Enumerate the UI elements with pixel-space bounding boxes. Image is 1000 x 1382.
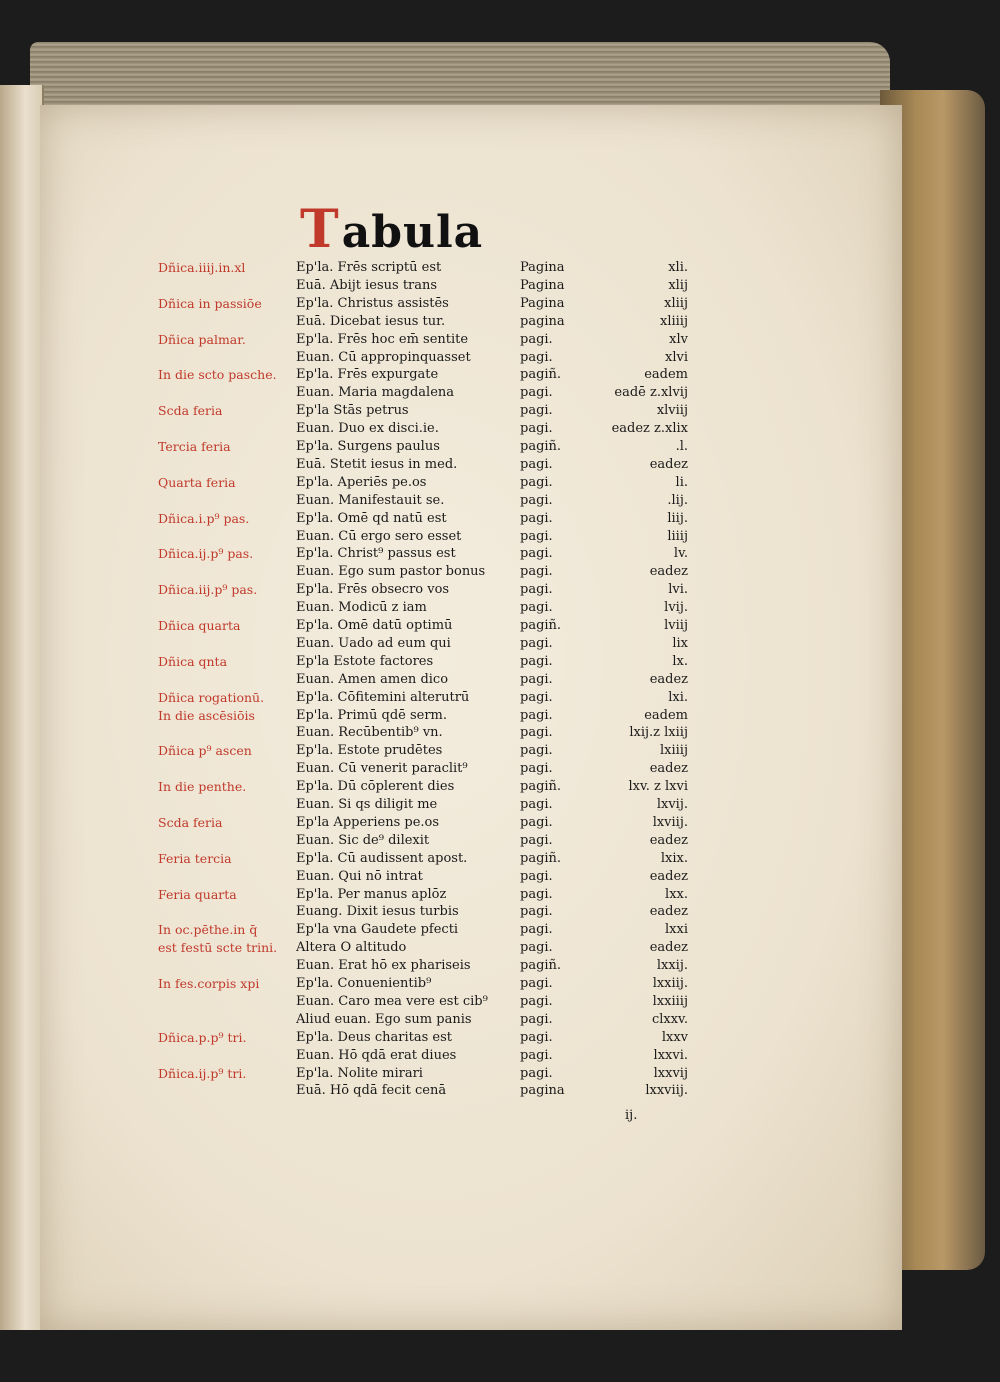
row-reading: Euan. Hō qdā erat diues xyxy=(296,1047,457,1063)
row-reading: Ep'la. Omē qd natū est xyxy=(296,510,447,526)
row-page-word: pagiñ. xyxy=(520,439,562,454)
row-page-number: lxij.z lxiij xyxy=(629,725,688,741)
row-page-number: lxi. xyxy=(668,689,688,705)
row-page-word: pagi. xyxy=(520,403,553,419)
row-reading: Euang. Dixit iesus turbis xyxy=(296,904,459,920)
row-page-number: xlij xyxy=(668,277,688,293)
row-page-word: pagi. xyxy=(520,1065,553,1081)
catchword: ij. xyxy=(625,1108,638,1123)
table-row xyxy=(158,635,688,653)
table-row xyxy=(158,653,688,671)
row-reading: Euan. Qui nō intrat xyxy=(296,868,423,884)
row-page-number: .lij. xyxy=(667,492,688,508)
row-label: In die penthe. xyxy=(158,779,247,795)
row-label: Dñica.p.p⁹ tri. xyxy=(158,1029,247,1045)
row-label: Feria tercia xyxy=(158,850,232,866)
row-page-word: pagi. xyxy=(520,868,553,884)
left-page-edge xyxy=(0,85,44,1330)
table-row xyxy=(158,1082,688,1100)
row-reading: Ep'la. Frēs scriptū est xyxy=(296,260,442,275)
row-page-number: lvi. xyxy=(668,582,688,598)
row-page-word: pagi. xyxy=(520,832,553,848)
table-row xyxy=(158,563,688,581)
row-page-word: pagi. xyxy=(520,1011,553,1027)
table-row xyxy=(158,1011,688,1029)
row-reading: Euan. Caro mea vere est cib⁹ xyxy=(296,993,488,1009)
table-row xyxy=(158,1029,688,1047)
table-row xyxy=(158,366,688,384)
table-row xyxy=(158,259,688,277)
table-row xyxy=(158,492,688,510)
row-page-word: pagi. xyxy=(520,886,553,902)
row-reading: Ep'la. Estote prudētes xyxy=(296,743,443,759)
row-label: In oc.pēthe.in q̄ xyxy=(158,922,258,938)
table-row xyxy=(158,295,688,313)
table-row xyxy=(158,814,688,832)
row-label: Dñica.ij.p⁹ tri. xyxy=(158,1065,247,1081)
table-row xyxy=(158,724,688,742)
row-reading: Euan. Si qs diligit me xyxy=(296,797,438,812)
row-page-number: lxxv xyxy=(661,1029,688,1045)
row-page-number: eadez z.xlix xyxy=(611,421,688,437)
row-page-number: .l. xyxy=(675,439,688,454)
row-page-number: eadez xyxy=(649,456,688,472)
table-row xyxy=(158,868,688,886)
row-label: Dñica palmar. xyxy=(158,331,246,347)
row-reading: Euan. Sic de⁹ dilexit xyxy=(296,832,430,848)
row-page-number: eadez xyxy=(649,761,688,777)
row-page-number: lviij xyxy=(664,618,688,633)
row-page-number: eadez xyxy=(649,564,688,580)
row-label: Scda feria xyxy=(158,814,223,830)
row-page-word: pagiñ. xyxy=(520,367,562,383)
row-label: Quarta feria xyxy=(158,474,236,490)
row-label: Dñica.ij.p⁹ pas. xyxy=(158,546,254,562)
row-reading: Ep'la. Cū audissent apost. xyxy=(296,850,468,866)
row-page-number: liiij xyxy=(667,528,688,544)
row-page-number: liij. xyxy=(667,510,688,526)
table-row xyxy=(158,420,688,438)
row-page-word: pagi. xyxy=(520,1029,553,1045)
row-page-word: pagi. xyxy=(520,492,553,508)
table-row xyxy=(158,313,688,331)
row-reading: Euan. Uado ad eum qui xyxy=(296,635,451,651)
row-page-word: pagi. xyxy=(520,349,553,365)
row-page-word: pagi. xyxy=(520,600,553,616)
row-page-number: lxx. xyxy=(665,886,688,902)
table-row xyxy=(158,277,688,295)
row-page-word: pagi. xyxy=(520,385,553,401)
row-page-number: xlviij xyxy=(656,403,688,419)
row-page-number: lxxiij. xyxy=(652,976,688,991)
row-page-number: eadē z.xlvij xyxy=(614,385,688,401)
row-page-word: pagi. xyxy=(520,331,553,347)
row-page-word: pagi. xyxy=(520,564,553,580)
row-page-number: lvij. xyxy=(664,600,688,616)
row-page-word: Pagina xyxy=(520,277,565,293)
row-reading: Euan. Cū appropinquasset xyxy=(296,349,471,365)
row-reading: Euan. Modicū z iam xyxy=(296,600,427,616)
row-page-word: pagi. xyxy=(520,635,553,651)
table-row xyxy=(158,438,688,456)
row-page-number: eadez xyxy=(649,904,688,920)
table-row xyxy=(158,599,688,617)
row-page-number: lix xyxy=(672,635,688,651)
row-page-word: pagi. xyxy=(520,976,553,991)
row-page-number: xliiij xyxy=(660,313,688,329)
row-page-word: pagi. xyxy=(520,707,553,723)
row-reading: Ep'la Estote factores xyxy=(296,653,434,669)
row-label: In fes.corpis xpi xyxy=(158,976,260,991)
row-page-number: lxxi xyxy=(665,922,688,938)
row-page-word: pagiñ. xyxy=(520,618,562,633)
row-reading: Euan. Maria magdalena xyxy=(296,385,455,401)
row-label: Dñica.iij.p⁹ pas. xyxy=(158,582,258,598)
table-row xyxy=(158,331,688,349)
row-page-number: lxiiij xyxy=(660,743,688,759)
row-page-word: pagi. xyxy=(520,474,553,490)
row-page-word: pagi. xyxy=(520,689,553,705)
row-reading: Altera O altitudo xyxy=(296,940,407,956)
row-page-number: lx. xyxy=(672,653,688,669)
page-title xyxy=(300,200,500,260)
table-row xyxy=(158,581,688,599)
row-page-word: pagi. xyxy=(520,922,553,938)
row-page-number: lv. xyxy=(673,546,688,562)
row-page-number: lxxviij. xyxy=(645,1083,688,1099)
row-reading: Ep'la. Nolite mirari xyxy=(296,1065,423,1081)
row-reading: Ep'la. Aperiēs pe.os xyxy=(296,474,427,490)
row-page-word: pagi. xyxy=(520,940,553,956)
row-page-number: xliij xyxy=(664,295,688,311)
table-row xyxy=(158,528,688,546)
row-reading: Ep'la. Surgens paulus xyxy=(296,439,440,454)
row-page-word: pagi. xyxy=(520,761,553,777)
row-reading: Euā. Abijt iesus trans xyxy=(296,277,438,293)
row-page-number: lxv. z lxvi xyxy=(628,779,688,795)
row-reading: Ep'la. Omē datū optimū xyxy=(296,618,453,633)
row-page-word: pagi. xyxy=(520,1047,553,1063)
row-reading: Euan. Ego sum pastor bonus xyxy=(296,564,486,580)
table-row xyxy=(158,850,688,868)
row-page-number: eadez xyxy=(649,940,688,956)
row-page-word: pagi. xyxy=(520,671,553,687)
row-page-word: pagi. xyxy=(520,456,553,472)
row-page-word: Pagina xyxy=(520,295,565,311)
row-page-number: lxxiiij xyxy=(652,993,688,1009)
table-row xyxy=(158,707,688,725)
row-page-number: eadez xyxy=(649,671,688,687)
row-reading: Euan. Duo ex disci.ie. xyxy=(296,421,439,437)
row-reading: Ep'la. Frēs hoc em̄ sentite xyxy=(296,331,469,347)
row-page-word: pagi. xyxy=(520,725,553,741)
table-row xyxy=(158,796,688,814)
table-row xyxy=(158,903,688,921)
row-page-number: lxix. xyxy=(660,850,688,866)
row-reading: Ep'la. Dū cōplerent dies xyxy=(296,779,455,795)
row-label: In die ascēsiōis xyxy=(158,707,255,723)
table-row xyxy=(158,993,688,1011)
row-label: Dñica in passiōe xyxy=(158,295,262,311)
row-page-word: pagiñ. xyxy=(520,779,562,795)
row-reading: Euan. Erat hō ex phariseis xyxy=(296,958,471,974)
row-label: Feria quarta xyxy=(158,886,237,902)
table-row xyxy=(158,832,688,850)
row-page-word: pagi. xyxy=(520,528,553,544)
table-row xyxy=(158,456,688,474)
table-row xyxy=(158,975,688,993)
row-reading: Ep'la Apperiens pe.os xyxy=(296,814,440,830)
row-reading: Ep'la. Cōfitemini alterutrū xyxy=(296,689,470,705)
row-reading: Ep'la Stās petrus xyxy=(296,403,409,419)
row-page-number: lxxvij xyxy=(653,1065,688,1081)
table-row xyxy=(158,671,688,689)
table-row xyxy=(158,617,688,635)
row-page-number: li. xyxy=(675,474,688,490)
row-reading: Ep'la. Conuenientib⁹ xyxy=(296,976,432,991)
title-rest: abula xyxy=(341,207,484,258)
table-row xyxy=(158,886,688,904)
row-page-number: eadem xyxy=(644,707,688,723)
row-reading: Ep'la. Christ⁹ passus est xyxy=(296,546,456,562)
table-row xyxy=(158,939,688,957)
table-row xyxy=(158,1065,688,1083)
table-row xyxy=(158,474,688,492)
row-label: Dñica qnta xyxy=(158,653,228,669)
row-reading: Ep'la. Per manus aplōz xyxy=(296,886,447,902)
table-row xyxy=(158,545,688,563)
row-reading: Euan. Recūbentib⁹ vn. xyxy=(296,725,443,741)
row-page-word: pagi. xyxy=(520,653,553,669)
row-page-word: pagi. xyxy=(520,814,553,830)
row-label: Tercia feria xyxy=(158,439,231,454)
row-page-word: pagi. xyxy=(520,582,553,598)
row-page-word: pagi. xyxy=(520,797,553,812)
table-row xyxy=(158,349,688,367)
row-reading: Euā. Hō qdā fecit cenā xyxy=(296,1083,447,1099)
table-row xyxy=(158,760,688,778)
row-page-number: eadem xyxy=(644,367,688,383)
table-row xyxy=(158,384,688,402)
row-page-number: clxxv. xyxy=(651,1011,688,1027)
row-label: Dñica.i.p⁹ pas. xyxy=(158,510,250,526)
row-label: Dñica rogationū. xyxy=(158,689,265,705)
title-initial: T xyxy=(300,199,340,260)
row-reading: Euan. Cū ergo sero esset xyxy=(296,528,462,544)
row-page-word: pagi. xyxy=(520,904,553,920)
row-page-number: xli. xyxy=(668,260,688,275)
row-reading: Euan. Amen amen dico xyxy=(296,671,449,687)
row-page-number: lxxvi. xyxy=(653,1047,688,1063)
row-label: Dñica.iiij.in.xl xyxy=(158,260,246,275)
row-reading: Aliud euan. Ego sum panis xyxy=(296,1011,472,1027)
row-reading: Ep'la. Deus charitas est xyxy=(296,1029,452,1045)
row-page-word: pagi. xyxy=(520,546,553,562)
page-stack-top-edge xyxy=(30,42,890,112)
row-page-number: eadez xyxy=(649,832,688,848)
table-row xyxy=(158,510,688,528)
table-row xyxy=(158,778,688,796)
row-page-word: pagi. xyxy=(520,993,553,1009)
table-row xyxy=(158,689,688,707)
row-page-number: xlv xyxy=(669,331,688,347)
row-reading: Ep'la vna Gaudete pfecti xyxy=(296,922,459,938)
row-reading: Euan. Cū venerit paraclit⁹ xyxy=(296,761,468,777)
row-label: Scda feria xyxy=(158,403,223,419)
row-page-word: pagiñ. xyxy=(520,958,562,974)
table-row xyxy=(158,957,688,975)
row-page-word: pagi. xyxy=(520,743,553,759)
row-label: est festū scte trini. xyxy=(158,940,278,956)
row-label: Dñica quarta xyxy=(158,618,241,633)
row-page-word: pagi. xyxy=(520,421,553,437)
row-reading: Ep'la. Frēs obsecro vos xyxy=(296,582,450,598)
table-row xyxy=(158,402,688,420)
row-label: Dñica p⁹ ascen xyxy=(158,743,252,759)
row-page-number: lxvij. xyxy=(656,797,688,812)
row-page-word: pagina xyxy=(520,1083,565,1099)
row-page-word: pagiñ. xyxy=(520,850,562,866)
row-page-word: Pagina xyxy=(520,260,565,275)
row-page-word: pagina xyxy=(520,313,565,329)
table-row xyxy=(158,921,688,939)
row-reading: Euan. Manifestauit se. xyxy=(296,492,445,508)
table-row xyxy=(158,1047,688,1065)
row-page-number: lxviij. xyxy=(652,814,688,830)
row-reading: Ep'la. Christus assistēs xyxy=(296,295,449,311)
row-reading: Ep'la. Frēs expurgate xyxy=(296,367,439,383)
row-page-number: xlvi xyxy=(665,349,688,365)
table-row xyxy=(158,742,688,760)
index-table xyxy=(158,259,688,1109)
row-reading: Ep'la. Primū qdē serm. xyxy=(296,707,448,723)
row-reading: Euā. Stetit iesus in med. xyxy=(296,456,458,472)
row-page-word: pagi. xyxy=(520,510,553,526)
row-page-number: lxxij. xyxy=(656,958,688,974)
row-label: In die scto pasche. xyxy=(158,367,277,383)
row-page-number: eadez xyxy=(649,868,688,884)
row-reading: Euā. Dicebat iesus tur. xyxy=(296,313,446,329)
